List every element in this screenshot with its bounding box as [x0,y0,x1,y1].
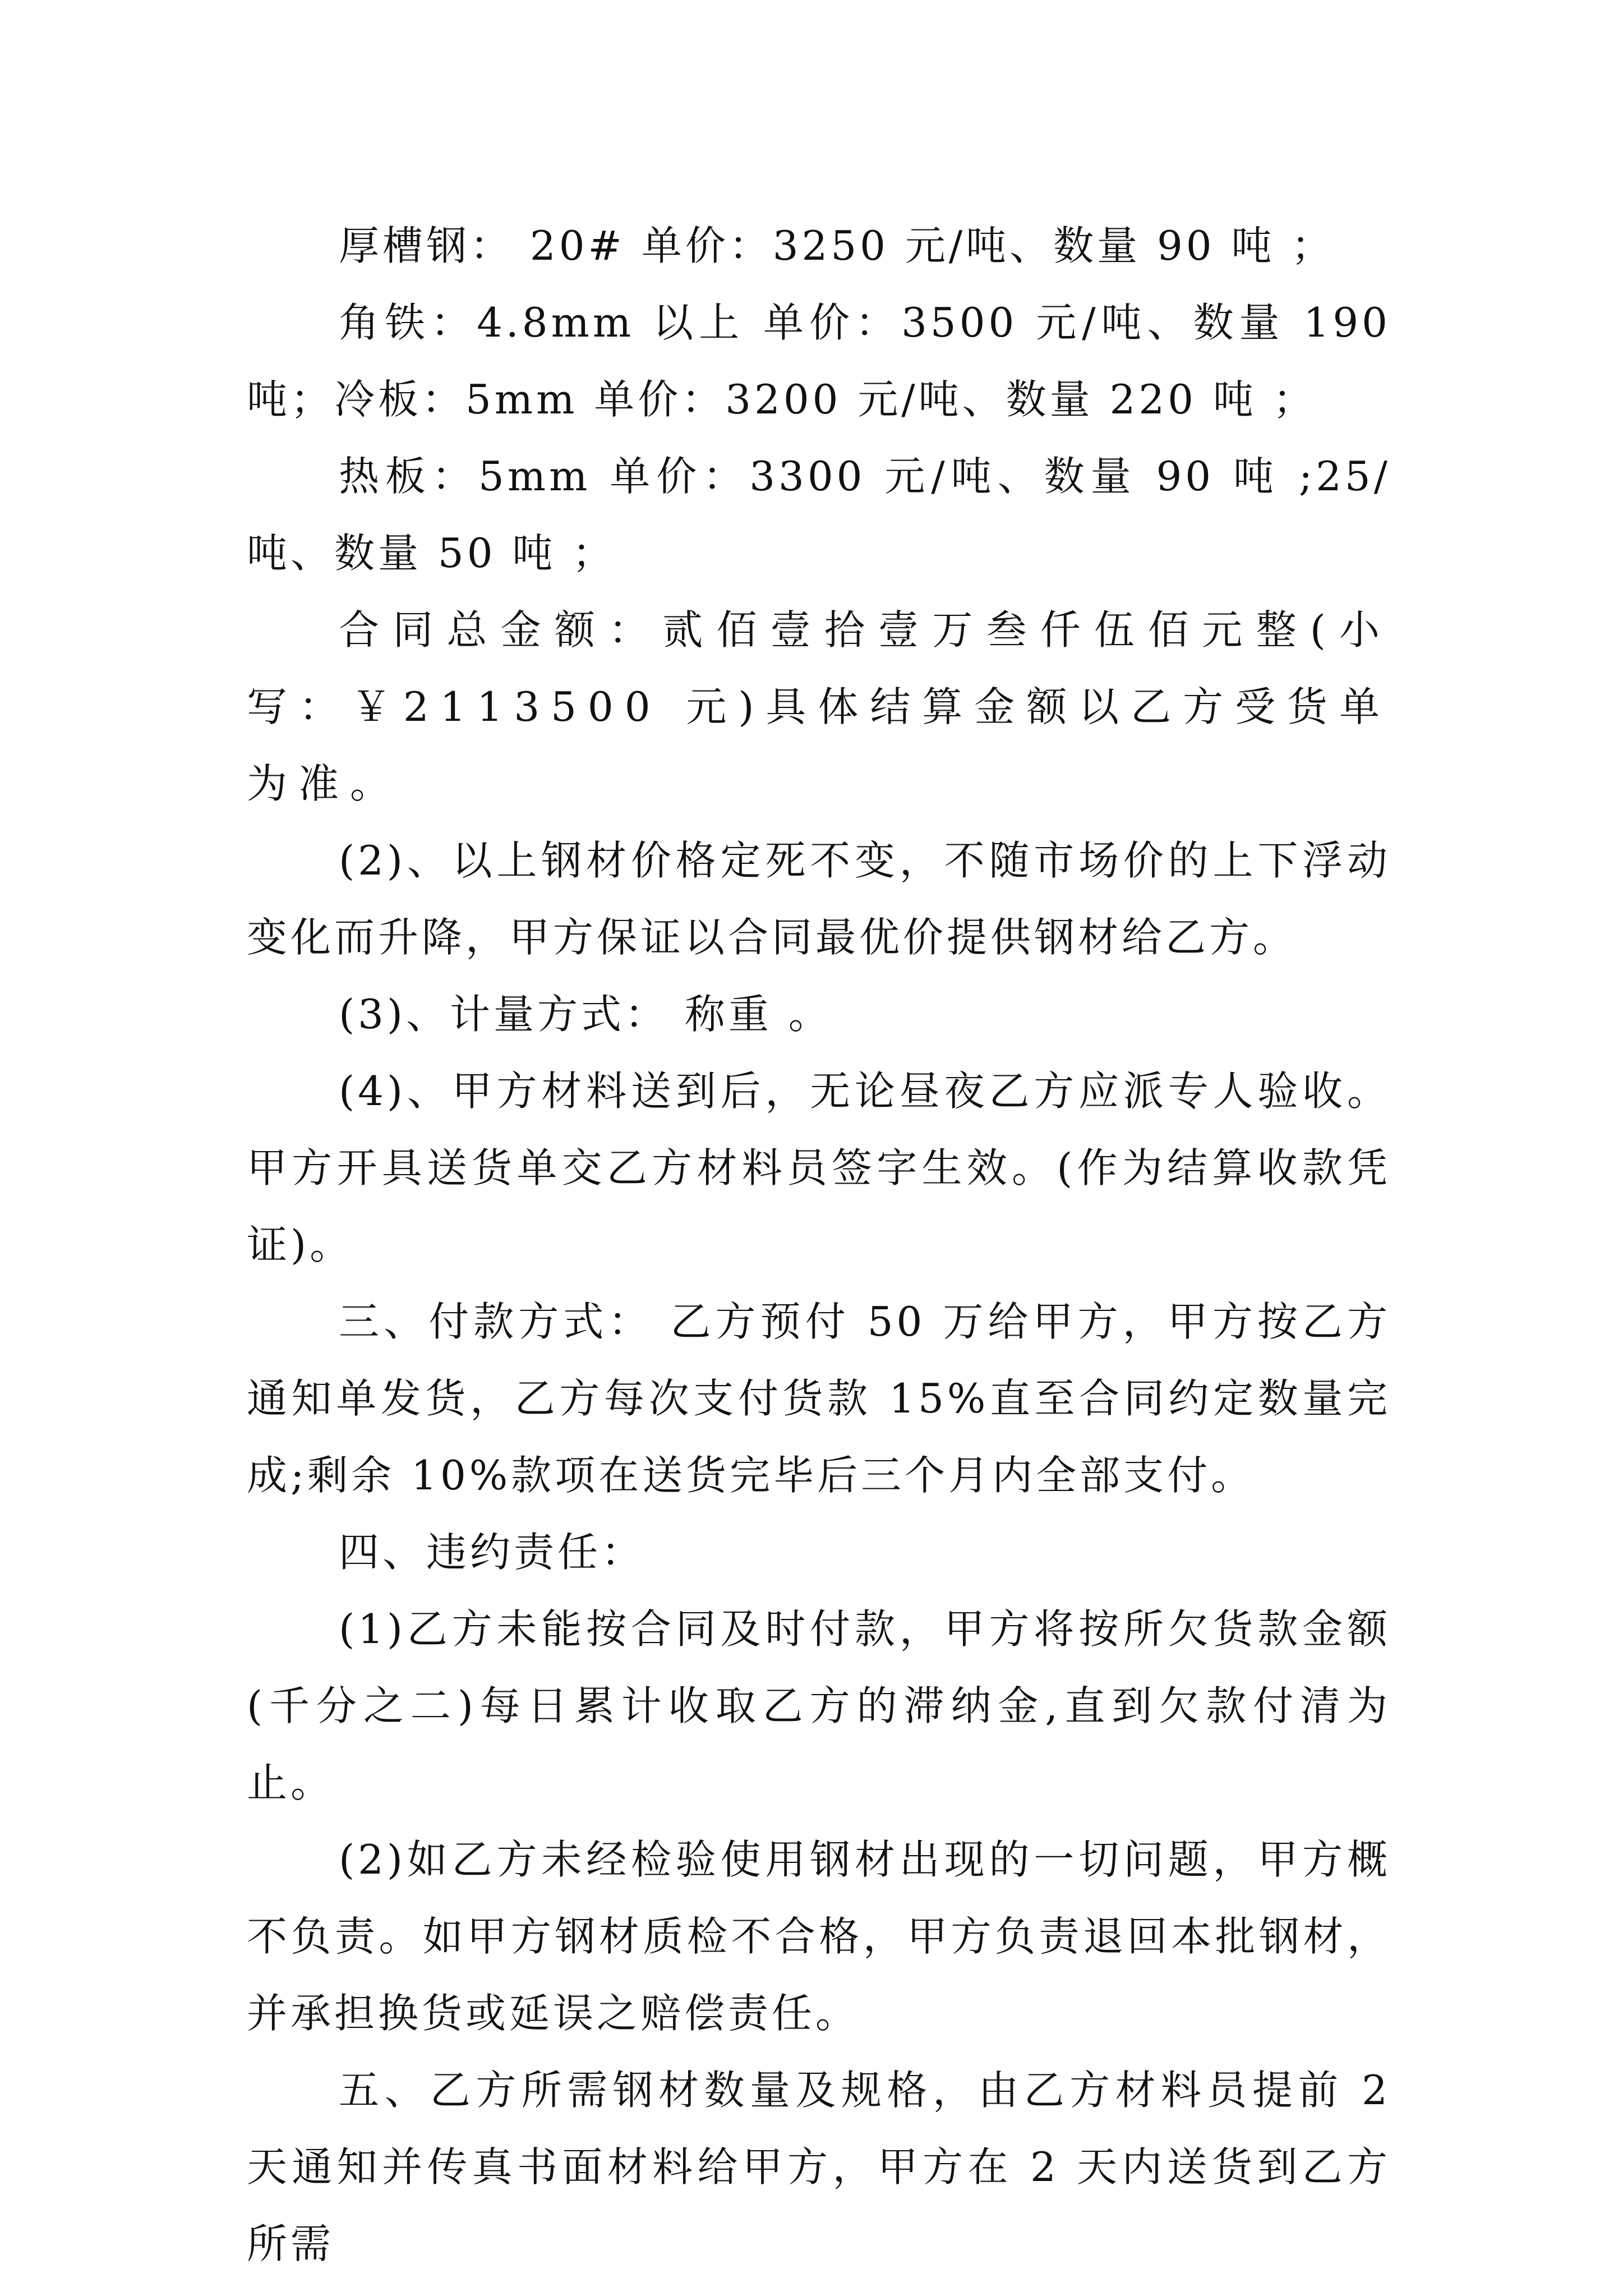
paragraph-late-payment: (1)乙方未能按合同及时付款，甲方将按所欠货款金额(千分之二)每日累计收取乙方的滞纳金,直到欠款付清为止。 [247,1605,1391,1806]
paragraph-breach-heading: 四、违约责任： [339,1529,645,1576]
paragraph-measurement: (3)、计量方式： 称重 。 [339,991,832,1038]
paragraph-contract-total: 合同总金额：贰佰壹拾壹万叁仟伍佰元整(小写：￥2113500 元)具体结算金额以乙方受货单为准。 [247,606,1391,807]
paragraph-delivery-notice: 五、乙方所需钢材数量及规格，由乙方材料员提前 2 天通知并传真书面材料给甲方，甲方在 2 天内送货到乙方所需 [247,2067,1391,2267]
paragraph-angle-iron-cold-plate: 角铁：4.8mm 以上 单价：3500 元/吨、数量 190 吨；冷板：5mm 单价：3200 元/吨、数量 220 吨 ； [247,299,1391,423]
paragraph-payment-method: 三、付款方式： 乙方预付 50 万给甲方，甲方按乙方通知单发货，乙方每次支付货款 15%直至合同约定数量完成;剩余 10%款项在送货完毕后三个月内全部支付。 [247,1298,1391,1499]
document-body [247,208,1391,2283]
paragraph-thick-channel-steel: 厚槽钢： 20# 单价：3250 元/吨、数量 90 吨 ； [339,222,1335,269]
paragraph-quality-responsibility: (2)如乙方未经检验使用钢材出现的一切问题，甲方概不负责。如甲方钢材质检不合格，甲方负责退回本批钢材，并承担换货或延误之赔偿责任。 [247,1836,1391,2037]
paragraph-acceptance: (4)、甲方材料送到后，无论昼夜乙方应派专人验收。甲方开具送货单交乙方材料员签字生效。(作为结算收款凭证)。 [247,1068,1391,1268]
paragraph-hot-plate: 热板：5mm 单价：3300 元/吨、数量 90 吨 ;25/吨、数量 50 吨 ； [247,453,1391,577]
paragraph-price-fixed: (2)、以上钢材价格定死不变，不随市场价的上下浮动变化而升降，甲方保证以合同最优价提供钢材给乙方。 [247,837,1391,961]
